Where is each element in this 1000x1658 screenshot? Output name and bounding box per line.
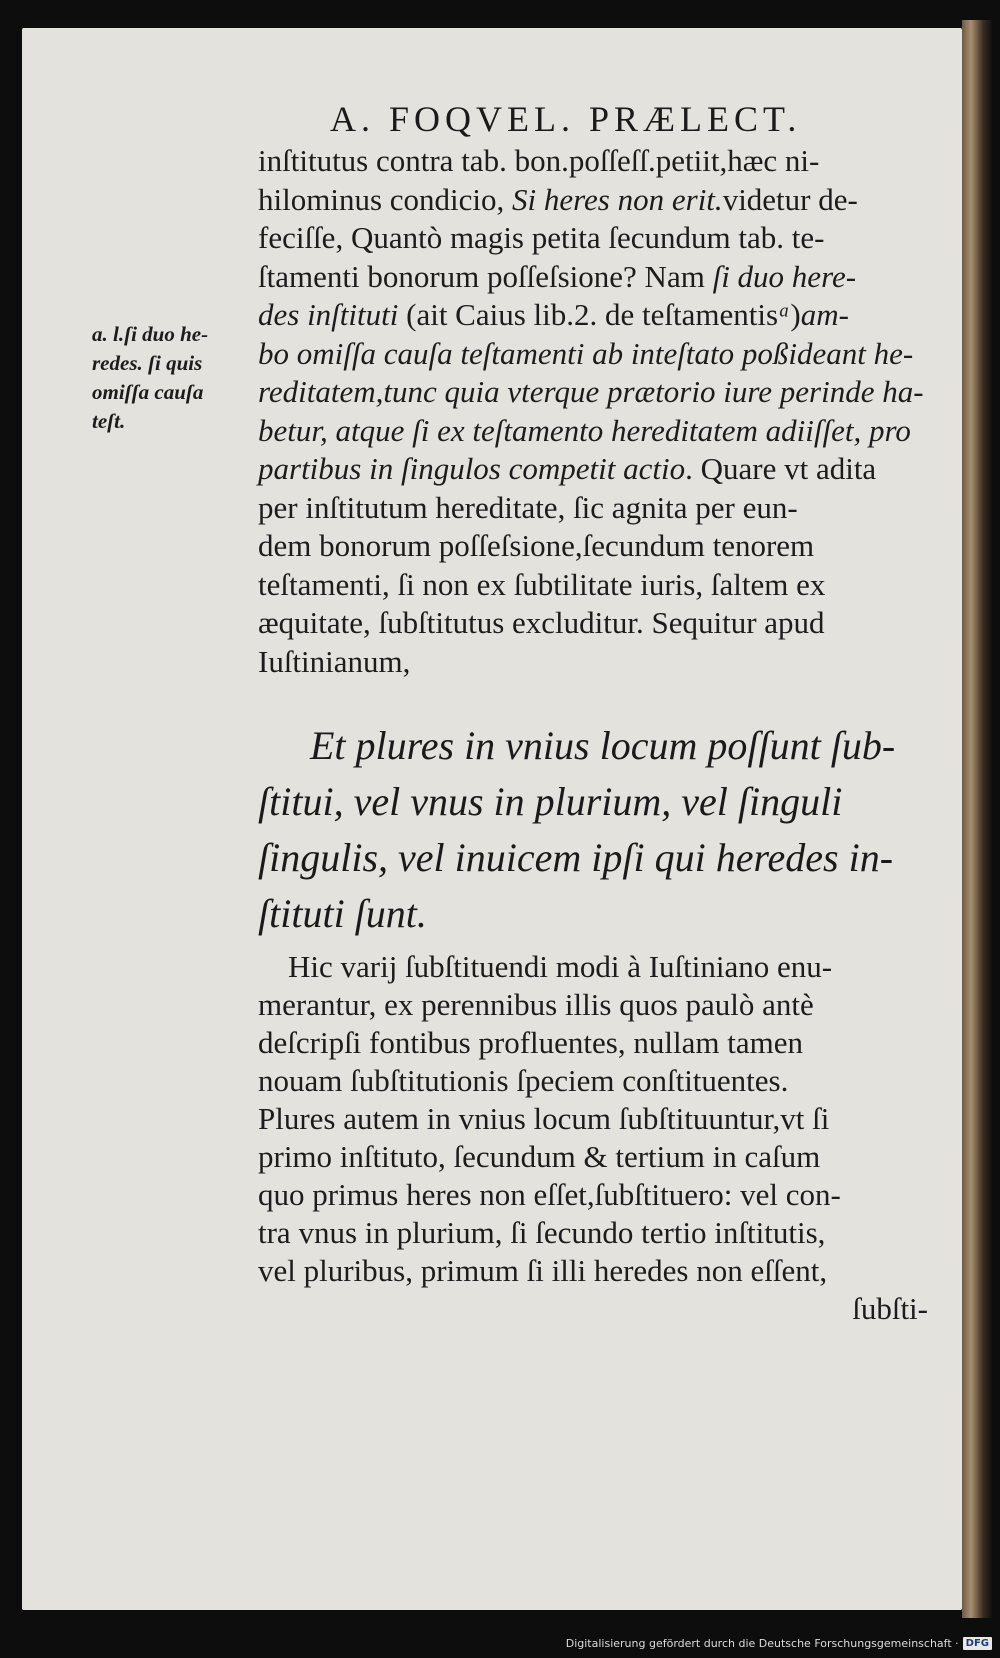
text-line xyxy=(258,219,938,258)
text-line: primo inſtituto, ſecundum & tertium in caſum xyxy=(258,1139,821,1174)
book-edge xyxy=(962,20,992,1618)
text-run: Iuſtinianum, xyxy=(258,643,411,679)
commentary-text-block xyxy=(258,948,938,1328)
marginal-note-line: redes. ſi quis xyxy=(92,351,203,375)
digitization-credit xyxy=(566,1637,992,1650)
text-run: inſtitutus contra tab. bon.poſſeſſ.petiit,hæc ni- xyxy=(258,143,820,178)
marginal-note xyxy=(92,320,252,436)
text-line: Hic varij ſubſtituendi modi à Iuſtiniano enu- xyxy=(288,949,833,984)
text-run: betur, atque ſi ex teſtamento hereditatem adiiſſet, pro xyxy=(258,412,911,448)
text-run: ſtamenti bonorum poſſeſsione? Nam xyxy=(258,258,713,294)
text-run: æquitate, ſubſtitutus excluditur. Sequitur apud xyxy=(258,605,825,640)
text-run: teſtamenti, ſi non ex ſubtilitate iuris, ſaltem ex xyxy=(258,566,826,602)
text-line: vel pluribus, primum ſi illi heredes non eſſent, xyxy=(258,1253,828,1288)
text-run: dem bonorum poſſeſsione,ſecundum tenorem xyxy=(258,528,815,563)
text-run: (ait Caius lib.2. de teſtamentis xyxy=(398,297,779,332)
text-line xyxy=(258,643,938,682)
text-line xyxy=(258,527,938,566)
running-header: A. FOQVEL. PRÆLECT. xyxy=(330,99,802,139)
text-line: nouam ſubſtitutionis ſpeciem conſtituentes. xyxy=(258,1063,789,1098)
quotation-line: Et plures in vnius locum poſſunt ſub- xyxy=(310,723,896,768)
institutes-quotation xyxy=(258,718,938,942)
text-line xyxy=(258,142,938,181)
credit-text: Digitalisierung gefördert durch die Deutsche Forschungsgemeinschaft · xyxy=(565,1637,959,1650)
text-run: ) xyxy=(790,297,801,332)
text-run: des inſtituti xyxy=(258,297,399,332)
text-line xyxy=(258,450,938,489)
text-run: reditatem,tunc quia vterque prætorio iure perinde ha- xyxy=(258,374,924,409)
text-line xyxy=(258,258,938,297)
text-run: partibus in ſingulos competit actio xyxy=(258,451,686,486)
quotation-line: ſtituti ſunt. xyxy=(258,891,427,936)
catchword: ſubſti- xyxy=(852,1291,928,1326)
marginal-note-line: omiſſa cauſa xyxy=(92,380,204,404)
text-run: ᵃ xyxy=(778,297,791,332)
text-line xyxy=(258,412,938,451)
text-run: bo omiſſa cauſa teſtamenti ab inteſtato poßideant he- xyxy=(258,335,914,371)
text-run: per inſtitutum hereditate, ſic agnita per eun- xyxy=(258,489,798,525)
text-line xyxy=(258,566,938,605)
text-run: hilominus condicio, xyxy=(258,181,513,217)
text-run: . Quare vt adita xyxy=(685,451,877,486)
text-line: deſcripſi fontibus profluentes, nullam tamen xyxy=(258,1025,803,1060)
text-run: videtur de- xyxy=(722,181,858,217)
text-run: ſi duo here- xyxy=(712,258,857,294)
text-line: Plures autem in vnius locum ſubſtituuntur,vt ſi xyxy=(258,1101,830,1136)
main-text-block xyxy=(258,142,938,681)
quotation-line: ſtitui, vel vnus in plurium, vel ſinguli xyxy=(258,779,843,824)
dfg-logo: DFG xyxy=(963,1637,992,1650)
text-line xyxy=(258,335,938,374)
text-line: quo primus heres non eſſet,ſubſtituero: vel con- xyxy=(258,1177,841,1212)
text-line xyxy=(258,296,938,335)
text-line: merantur, ex perennibus illis quos paulò antè xyxy=(258,987,814,1022)
text-run: feciſſe, Quantò magis petita ſecundum tab. te- xyxy=(258,220,825,255)
text-run: am- xyxy=(800,297,849,332)
text-line xyxy=(258,489,938,528)
text-line xyxy=(258,604,938,643)
text-run: Si heres non erit. xyxy=(512,181,723,217)
text-line xyxy=(258,373,938,412)
marginal-note-line: a. l.ſi duo he- xyxy=(92,322,209,346)
quotation-line: ſingulis, vel inuicem ipſi qui heredes in- xyxy=(258,835,894,880)
text-line xyxy=(258,181,938,220)
text-line: tra vnus in plurium, ſi ſecundo tertio inſtitutis, xyxy=(258,1215,826,1250)
marginal-note-line: teſt. xyxy=(92,409,126,433)
